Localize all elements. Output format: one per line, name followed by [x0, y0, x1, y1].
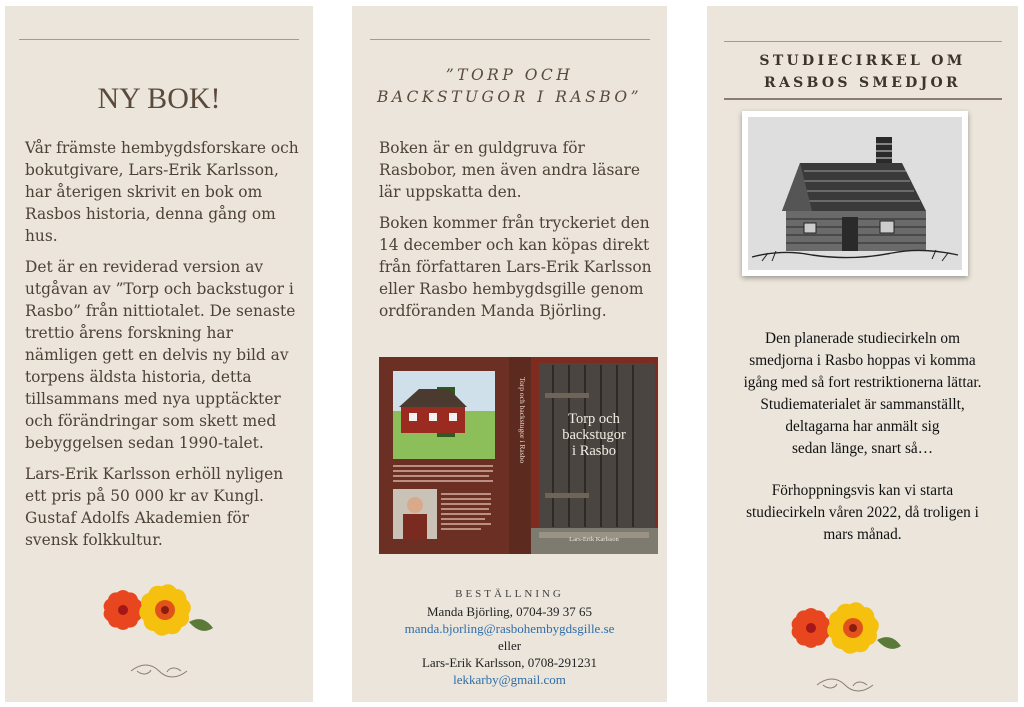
text-line: Förhoppningsvis kan vi starta [771, 482, 954, 499]
heading-line: RASBOS SMEDJOR [764, 75, 961, 91]
flourish-ornament-icon [815, 676, 875, 694]
heading-line: ”TORP OCH [445, 66, 574, 84]
paragraph [717, 328, 1008, 460]
text-line: smedjorna i Rasbo hoppas vi komma [749, 352, 976, 369]
panel-new-book [5, 6, 313, 702]
text-line: sedan länge, snart så… [791, 440, 934, 457]
book-cover-title-line: i Rasbo [572, 443, 616, 459]
paragraph: Boken kommer från tryckeriet den 14 december och kan köpas direkt från författaren Lars-Erik Karlsson eller Rasbo hembygdsgille genom ordföranden Manda Björling. [379, 214, 652, 320]
text-line: studiecirkeln våren 2022, då troligen i [746, 504, 979, 521]
heading-line: BACKSTUGOR I RASBO” [376, 88, 643, 106]
paragraph: Boken är en guldgruva för Rasbobor, men även andra läsare lär uppskatta den. [379, 139, 640, 201]
text-line: deltagarna har anmält sig [785, 418, 940, 435]
book-spine-text: Torp och backstugor i Rasbo [518, 377, 527, 464]
order-or: eller [497, 638, 522, 653]
top-divider [724, 41, 1002, 42]
book-cover-title-line: backstugor [562, 427, 626, 443]
order-info [352, 586, 667, 688]
text-line: mars månad. [823, 526, 902, 543]
book-cover-graphic [379, 357, 658, 554]
panel-body [379, 137, 661, 331]
paragraph: Vår främste hembygdsforskare och bokutgivare, Lars-Erik Karlsson, har återigen skrivit en bok om Rasbos historia, denna gång om hus. [25, 139, 299, 245]
panel-study-circle [707, 6, 1018, 702]
book-cover-image [379, 357, 658, 554]
top-divider [19, 39, 299, 40]
top-divider [370, 39, 650, 40]
email-link[interactable]: lekkarby@gmail.com [453, 672, 566, 687]
panel-heading [352, 64, 667, 108]
heading-underline [724, 98, 1002, 100]
panel-heading: NY BOK! [97, 82, 221, 115]
study-circle-text [717, 328, 1008, 566]
cottage-sketch-image [742, 111, 968, 276]
panel-book-info [352, 6, 667, 702]
panel-body [25, 137, 303, 560]
text-line: Den planerade studiecirkeln om [765, 330, 960, 347]
paragraph [717, 480, 1008, 546]
email-link[interactable]: manda.bjorling@rasbohembygdsgille.se [404, 621, 615, 636]
hibiscus-flower-icon [781, 590, 916, 662]
paragraph: Det är en reviderad version av utgåvan av ”Torp och backstugor i Rasbo” från nittiotalet. De senaste trettio årens forskning har nämligen gett en delvis ny bild av torpens äldsta historia, detta tillsammans med nya upptäckter och förändringar som skett med bebyggelsen sedan 1990-talet. [25, 258, 296, 452]
hibiscus-flower-icon [93, 572, 228, 644]
heading-line: STUDIECIRKEL OM [759, 53, 966, 69]
cottage-drawing-icon [742, 111, 968, 276]
book-cover-author: Lars-Erik Karlsson [569, 536, 619, 543]
flourish-ornament-icon [129, 662, 189, 680]
text-line: igång med så fort restriktionerna lättar. [743, 374, 982, 391]
panel-heading [707, 50, 1018, 94]
order-contact: Lars-Erik Karlsson, 0708-291231 [421, 655, 598, 670]
paragraph: Lars-Erik Karlsson erhöll nyligen ett pris på 50 000 kr av Kungl. Gustaf Adolfs Akademien för svensk folkkultur. [25, 465, 284, 549]
text-line: Studiematerialet är sammanställt, [760, 396, 965, 413]
order-label: BESTÄLLNING [455, 588, 564, 600]
book-cover-title-line: Torp och [568, 411, 620, 427]
order-contact: Manda Björling, 0704-39 37 65 [426, 604, 592, 619]
